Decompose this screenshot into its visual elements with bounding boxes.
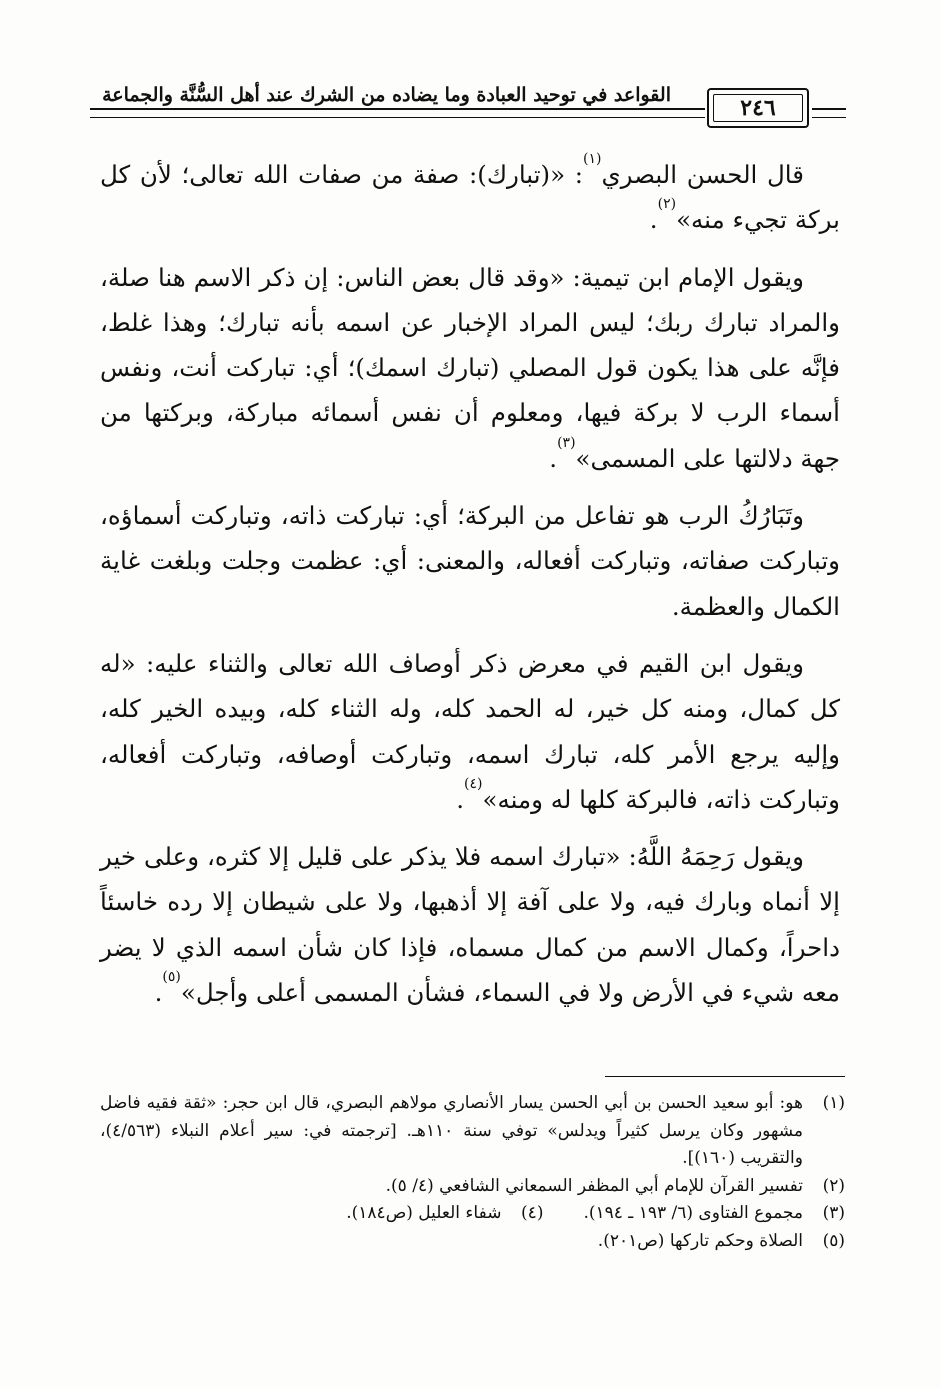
footnote-marker: (٣): [557, 434, 576, 451]
footnote-number: (٤): [521, 1203, 544, 1223]
footnote: [583, 1200, 845, 1228]
footnote-text: تفسير القرآن للإمام أبي المظفر السمعاني الشافعي (٤/ ٥).: [385, 1175, 803, 1196]
paragraph-text: ويقول الإمام ابن تيمية: «وقد قال بعض الناس: إن ذكر الاسم هنا صلة، والمراد تبارك ربك؛ ليس المراد الإخبار عن اسمه بأنه تبارك؛ وهذا غلط، فإنَّه على هذا يكون قول المصلي (تبارك اسمك)؛ أي: تباركت أنت، ونفس أسماء الرب لا بركة فيها، ومعلوم أن نفس أسمائه مباركة، وبركتها من جهة دلالتها على المسمى»: [100, 262, 840, 473]
footnote-separator: [605, 1076, 845, 1077]
paragraph: [100, 834, 840, 1015]
header-rule-right: [812, 108, 846, 118]
paragraph-text: ويقول ابن القيم في معرض ذكر أوصاف الله تعالى والثناء عليه: «له كل كمال، ومنه كل خير، له الحمد كله، وله الثناء كله، وبيده الخير كله، وإليه يرجع الأمر كله، تبارك اسمه، وتباركت أوصافه، وتباركت أفعاله، وتباركت ذاته، فالبركة كلها له ومنه»: [100, 648, 840, 814]
footnote-number: (٣): [822, 1203, 845, 1223]
footnote-text: هو: أبو سعيد الحسن بن أبي الحسن يسار الأنصاري مولاهم البصري، قال ابن حجر: «ثقة فقيه فاضل مشهور وكان يرسل كثيراً ويدلس» توفي سنة ١١٠هـ. [ترجمته في: سير أعلام النبلاء (٤/٥٦٣)، والتقريب (١٦٠)].: [100, 1093, 804, 1168]
paragraph-text: قال الحسن البصري: [601, 160, 804, 189]
footnote: [100, 1090, 845, 1173]
page-number: ٢٤٦: [740, 95, 776, 121]
footnote: [346, 1200, 543, 1228]
footnote-number: (١): [822, 1093, 845, 1113]
footnote-number: (٥): [822, 1230, 845, 1251]
paragraph-text: .: [456, 784, 464, 814]
footnote-text: مجموع الفتاوى (٦/ ١٩٣ ـ ١٩٤).: [583, 1203, 803, 1223]
footnote: [100, 1173, 845, 1201]
paragraph-text: .: [549, 443, 558, 473]
paragraph: [100, 255, 840, 481]
paragraph-text: ويقول رَحِمَهُ اللَّهُ: «تبارك اسمه فلا يذكر على قليل إلا كثره، وعلى خير إلا أنماه وبارك فيه، ولا على آفة إلا أذهبها، ولا على شيطان إلا رده خاسئاً داحراً، وكمال الاسم من كمال مسماه، فإذا كان شأن اسمه الذي لا يضر معه شيء في الأرض ولا في السماء، فشأن المسمى أعلى وأجل»: [100, 842, 840, 1008]
footnote-marker: (٥): [162, 969, 181, 986]
footnote-text: الصلاة وحكم تاركها (ص٢٠١).: [597, 1230, 803, 1251]
footnote-marker: (٤): [463, 775, 483, 792]
paragraph: [100, 493, 840, 629]
footnote-marker: (٢): [657, 196, 677, 213]
footnote-row: [100, 1200, 845, 1228]
header-rule-left: [90, 108, 705, 118]
header-title: القواعد في توحيد العبادة وما يضاده من الشرك عند أهل السُّنَّة والجماعة: [102, 84, 671, 106]
page-number-badge: [707, 88, 809, 128]
paragraph-text: .: [154, 978, 163, 1008]
paragraph-text: وتَبَارُكُ الرب هو تفاعل من البركة؛ أي: تباركت ذاته، وتباركت أسماؤه، وتباركت صفاته، وتباركت أفعاله، والمعنى: أي: عظمت وجلت وبلغت غاية الكمال والعظمة.: [100, 501, 840, 621]
footnote-number: (٢): [822, 1175, 845, 1196]
footnote: [100, 1228, 845, 1256]
main-text: [100, 152, 840, 1027]
running-header: [90, 84, 846, 130]
paragraph-text: .: [649, 205, 658, 235]
paragraph: [100, 641, 840, 822]
footnote-marker: (١): [583, 151, 602, 167]
footnotes: [100, 1090, 845, 1255]
footnote-text: شفاء العليل (ص١٨٤).: [346, 1203, 502, 1223]
paragraph: [100, 152, 840, 243]
paragraph-text: : «(تبارك): صفة من صفات الله تعالى؛ لأن كل بركة تجيء منه»: [100, 160, 840, 235]
